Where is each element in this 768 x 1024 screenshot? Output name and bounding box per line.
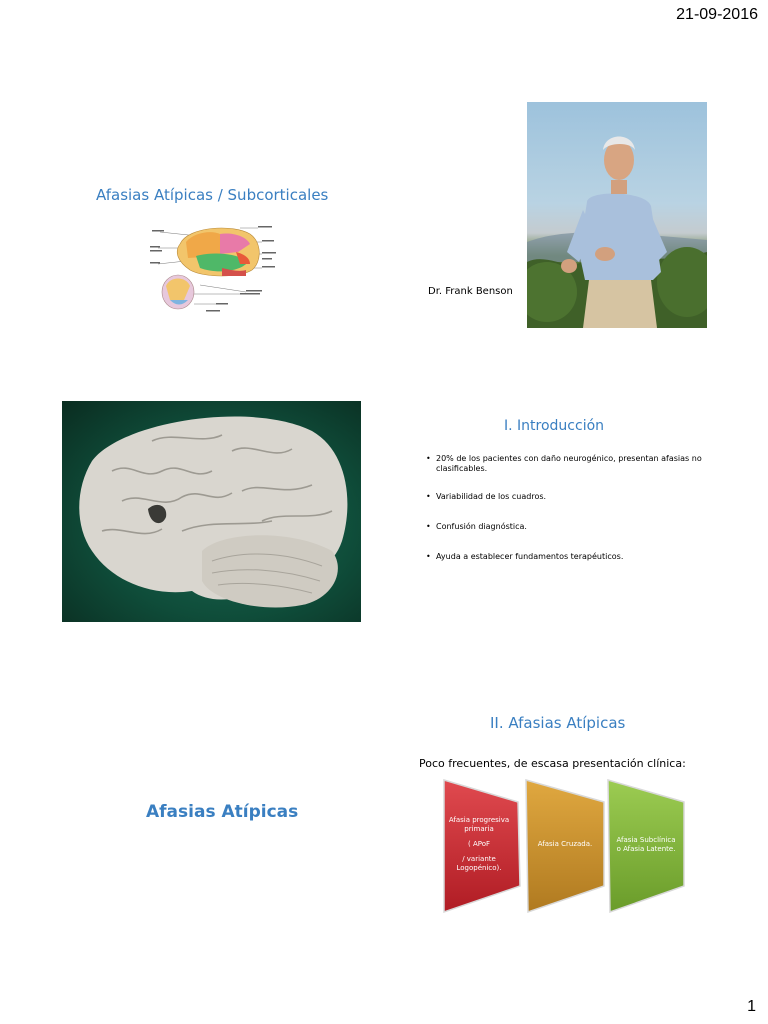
dr-benson-photo bbox=[527, 102, 707, 328]
chevron-label-subclinica: Afasia Subclínica o Afasia Latente. bbox=[616, 836, 676, 853]
chevron-label-cruzada: Afasia Cruzada. bbox=[537, 840, 593, 848]
bullet-item: • Confusión diagnóstica. bbox=[426, 522, 726, 532]
page-number: 1 bbox=[747, 998, 756, 1015]
slide1-title: Afasias Atípicas / Subcorticales bbox=[96, 186, 329, 204]
slide4-title: II. Afasias Atípicas bbox=[490, 714, 626, 732]
slide3-title: Afasias Atípicas bbox=[146, 802, 299, 822]
brain-diagram-image bbox=[150, 222, 285, 314]
slide4-intro: Poco frecuentes, de escasa presentación clínica: bbox=[419, 757, 686, 770]
chevron-label-apof: Afasia progresiva primaria ( APoF / variante Logopénico). bbox=[448, 816, 510, 872]
bullet-item: • 20% de los pacientes con daño neurogénico, presentan afasias no clasificables. bbox=[426, 454, 726, 474]
aphasia-types-chevrons bbox=[438, 776, 688, 916]
photo-caption: Dr. Frank Benson bbox=[428, 286, 513, 297]
brain-specimen-photo bbox=[62, 401, 361, 622]
slide2-title: I. Introducción bbox=[504, 418, 605, 434]
page-date: 21-09-2016 bbox=[676, 6, 758, 23]
bullet-item: • Variabilidad de los cuadros. bbox=[426, 492, 726, 502]
intro-bullet-list bbox=[426, 454, 726, 562]
bullet-item: • Ayuda a establecer fundamentos terapéuticos. bbox=[426, 552, 726, 562]
